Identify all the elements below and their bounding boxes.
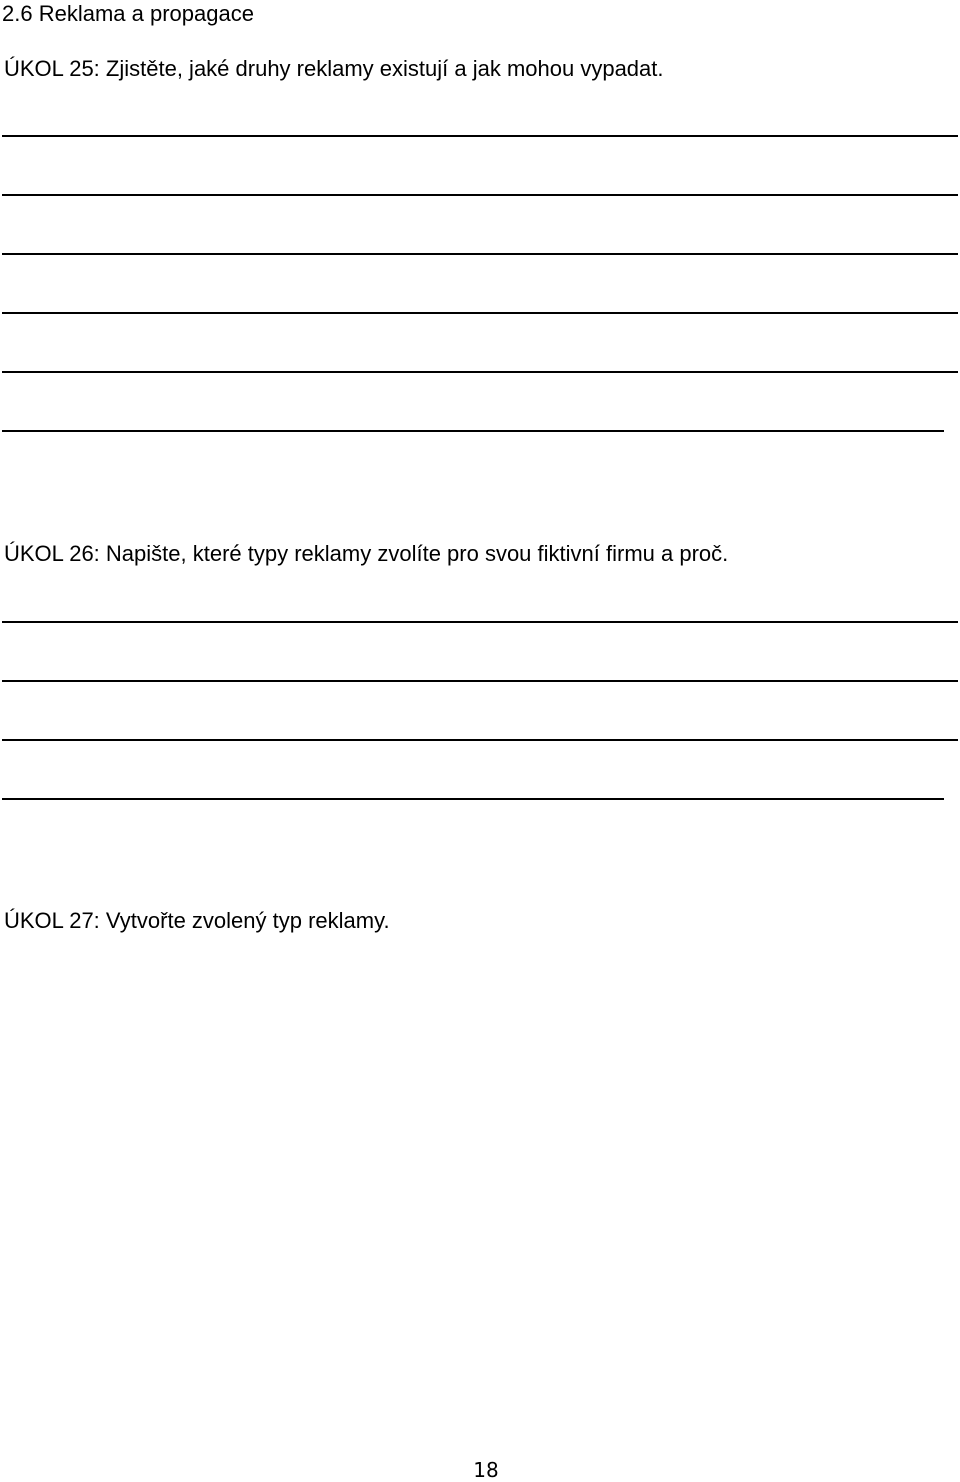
task-26-answer-line-3[interactable]	[2, 739, 958, 741]
task-26-answer-line-1[interactable]	[2, 621, 958, 623]
task-27-text: Vytvořte zvolený typ reklamy.	[105, 908, 390, 933]
section-heading: 2.6 Reklama a propagace	[2, 1, 254, 26]
task-27-label: ÚKOL 27:	[4, 908, 100, 933]
task-26-text: Napište, které typy reklamy zvolíte pro svou fiktivní firmu a proč.	[105, 541, 729, 566]
task-25-answer-line-6[interactable]	[2, 430, 944, 432]
task-26-answer-line-2[interactable]	[2, 680, 958, 682]
task-26-answer-line-4[interactable]	[2, 798, 944, 800]
task-26-label: ÚKOL 26:	[4, 541, 100, 566]
task-27-prompt	[4, 907, 390, 935]
task-25-text: Zjistěte, jaké druhy reklamy existují a jak mohou vypadat.	[105, 56, 664, 81]
task-26-prompt	[4, 540, 728, 568]
task-25-label: ÚKOL 25:	[4, 56, 100, 81]
task-25-answer-line-4[interactable]	[2, 312, 958, 314]
task-25-answer-line-5[interactable]	[2, 371, 958, 373]
task-25-answer-line-1[interactable]	[2, 135, 958, 137]
task-25-answer-line-3[interactable]	[2, 253, 958, 255]
task-25-prompt	[4, 55, 664, 83]
task-25-answer-line-2[interactable]	[2, 194, 958, 196]
page-number: 18	[473, 1458, 499, 1482]
